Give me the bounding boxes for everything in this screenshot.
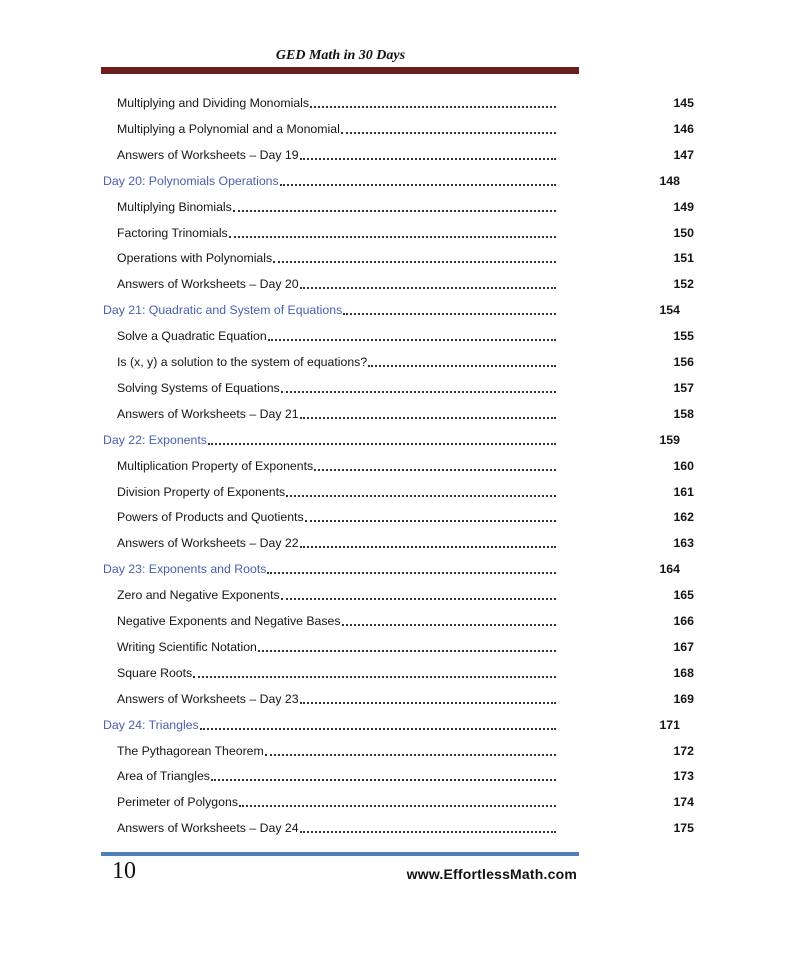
toc-entry-page: 164 — [659, 562, 680, 577]
dot-leader — [200, 728, 556, 730]
toc-entry-label: Square Roots — [117, 665, 193, 680]
toc-entry-page: 175 — [673, 821, 694, 836]
toc-entry[interactable] — [0, 480, 798, 500]
toc-entry-label: Factoring Trinomials — [117, 225, 228, 240]
toc-entry-page: 158 — [673, 406, 694, 421]
dot-leader — [300, 417, 556, 419]
toc-entry-label: Operations with Polynomials — [117, 251, 273, 266]
dot-leader — [229, 236, 556, 238]
toc-entry-page: 148 — [659, 173, 680, 188]
toc-entry-label: Solve a Quadratic Equation — [117, 329, 267, 344]
toc-entry-label: Multiplication Property of Exponents — [117, 458, 314, 473]
toc-entry-label: Zero and Negative Exponents — [117, 588, 280, 603]
toc-entry[interactable] — [0, 583, 798, 603]
toc-entry-label: Solving Systems of Equations — [117, 380, 280, 395]
toc-entry[interactable] — [0, 350, 798, 370]
toc-entry-page: 150 — [673, 225, 694, 240]
toc-entry-page: 162 — [673, 510, 694, 525]
dot-leader — [239, 805, 556, 807]
dot-leader — [300, 702, 556, 704]
toc-entry-label: Day 23: Exponents and Roots — [103, 562, 267, 577]
toc-entry-page: 151 — [673, 251, 694, 266]
toc-entry-page: 168 — [673, 665, 694, 680]
toc-entry-label: Day 24: Triangles — [103, 717, 199, 732]
dot-leader — [281, 391, 556, 393]
toc-entry-label: Answers of Worksheets – Day 22 — [117, 536, 299, 551]
toc-entry[interactable] — [0, 739, 798, 759]
toc-entry-label: Is (x, y) a solution to the system of equations? — [117, 355, 368, 369]
dot-leader — [343, 313, 556, 315]
toc-entry-label: Day 21: Quadratic and System of Equations — [103, 303, 343, 318]
dot-leader — [267, 572, 556, 574]
toc-entry-page: 161 — [673, 484, 694, 499]
toc-entry-label: Answers of Worksheets – Day 21 — [117, 406, 299, 421]
dot-leader — [305, 520, 556, 522]
toc-entry-page: 167 — [673, 639, 694, 654]
toc-day-entry[interactable] — [0, 169, 784, 189]
toc-entry[interactable] — [0, 195, 798, 215]
dot-leader — [341, 132, 556, 134]
toc-entry-page: 157 — [673, 380, 694, 395]
toc-entry-label: Division Property of Exponents — [117, 484, 286, 499]
toc-entry[interactable] — [0, 324, 798, 344]
dot-leader — [233, 210, 556, 212]
website-url: www.EffortlessMath.com — [406, 866, 577, 882]
dot-leader — [286, 495, 556, 497]
dot-leader — [310, 106, 556, 108]
dot-leader — [368, 365, 556, 367]
toc-entry-page: 145 — [673, 96, 694, 110]
toc-entry-page: 174 — [673, 795, 694, 810]
toc-entry[interactable] — [0, 454, 798, 474]
running-header-title: GED Math in 30 Days — [275, 48, 406, 63]
dot-leader — [268, 339, 556, 341]
toc-entry[interactable] — [0, 272, 798, 292]
toc-entry-page: 159 — [659, 432, 680, 447]
toc-entry[interactable] — [0, 143, 798, 163]
toc-entry[interactable] — [0, 505, 798, 525]
toc-entry[interactable] — [0, 117, 798, 137]
toc-entry-label: Powers of Products and Quotients — [117, 510, 304, 525]
dot-leader — [258, 650, 556, 652]
toc-entry[interactable] — [0, 635, 798, 655]
toc-entry[interactable] — [0, 790, 798, 810]
toc-day-entry[interactable] — [0, 713, 784, 733]
toc-entry-page: 155 — [673, 329, 694, 344]
toc-entry[interactable] — [0, 661, 798, 681]
dot-leader — [300, 158, 556, 160]
toc-entry[interactable] — [0, 376, 798, 396]
toc-entry-label: The Pythagorean Theorem — [117, 743, 264, 758]
toc-entry[interactable] — [0, 246, 798, 266]
toc-entry-page: 160 — [673, 458, 694, 473]
toc-entry-label: Answers of Worksheets – Day 23 — [117, 691, 299, 706]
toc-entry[interactable] — [0, 764, 798, 784]
toc-entry-label: Perimeter of Polygons — [117, 795, 238, 810]
toc-day-entry[interactable] — [0, 557, 784, 577]
header-rule — [101, 67, 579, 74]
toc-entry-page: 163 — [673, 536, 694, 551]
toc-entry-label: Day 22: Exponents — [103, 432, 207, 447]
toc-entry-page: 171 — [659, 717, 680, 732]
toc-entry[interactable] — [0, 816, 798, 836]
toc-entry[interactable] — [0, 687, 798, 707]
toc-entry-label: Answers of Worksheets – Day 20 — [117, 277, 299, 292]
toc-entry[interactable] — [0, 609, 798, 629]
dot-leader — [273, 261, 556, 263]
toc-entry-page: 147 — [673, 147, 694, 162]
toc-entry-label: Answers of Worksheets – Day 19 — [117, 147, 299, 162]
toc-entry-label: Day 20: Polynomials Operations — [103, 173, 279, 188]
toc-entry-page: 173 — [673, 769, 694, 784]
dot-leader — [265, 754, 556, 756]
dot-leader — [280, 184, 556, 186]
toc-entry[interactable] — [0, 91, 798, 111]
dot-leader — [300, 831, 556, 833]
toc-entry-label: Multiplying Binomials — [117, 199, 232, 214]
dot-leader — [193, 676, 556, 678]
toc-entry-label: Area of Triangles — [117, 769, 210, 784]
dot-leader — [300, 546, 556, 548]
toc-day-entry[interactable] — [0, 428, 784, 448]
dot-leader — [208, 443, 556, 445]
toc-entry-page: 165 — [673, 588, 694, 603]
toc-entry-page: 166 — [673, 614, 694, 628]
dot-leader — [342, 624, 556, 626]
dot-leader — [211, 779, 556, 781]
toc-entry-page: 156 — [673, 355, 694, 369]
dot-leader — [281, 598, 556, 600]
toc-entry-page: 172 — [673, 743, 694, 758]
toc-entry-label: Negative Exponents and Negative Bases — [117, 614, 341, 628]
toc-day-entry[interactable] — [0, 298, 784, 318]
toc-entry-page: 149 — [673, 199, 694, 214]
dot-leader — [314, 469, 556, 471]
toc-entry-label: Writing Scientific Notation — [117, 639, 257, 654]
page-number: 10 — [112, 858, 136, 884]
dot-leader — [300, 287, 556, 289]
toc-entry[interactable] — [0, 402, 798, 422]
toc-entry-label: Multiplying a Polynomial and a Monomial — [117, 121, 340, 136]
toc-entry-page: 146 — [673, 121, 694, 136]
toc-entry[interactable] — [0, 531, 798, 551]
toc-entry-page: 169 — [673, 691, 694, 706]
footer-rule — [101, 852, 579, 856]
toc-entry-label: Multiplying and Dividing Monomials — [117, 96, 310, 110]
toc-entry-page: 152 — [673, 277, 694, 292]
toc-entry[interactable] — [0, 221, 798, 241]
toc-entry-label: Answers of Worksheets – Day 24 — [117, 821, 299, 836]
toc-entry-page: 154 — [659, 303, 680, 318]
